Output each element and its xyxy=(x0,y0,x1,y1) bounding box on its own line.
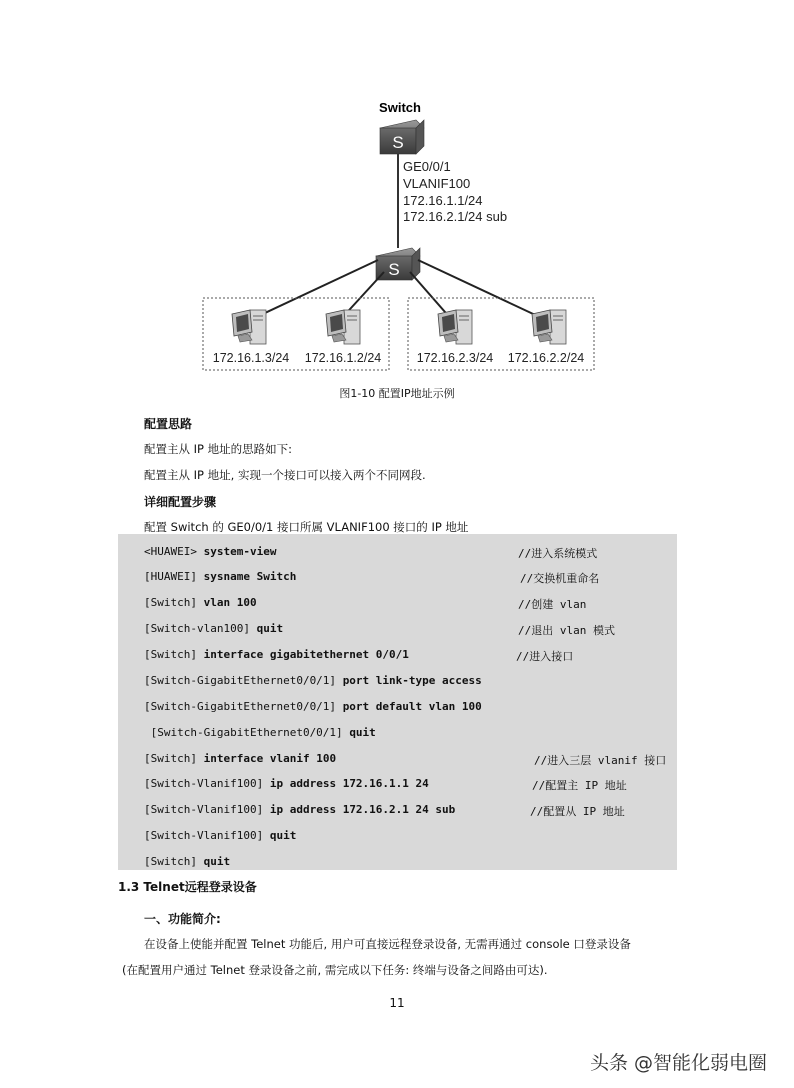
link-label-interface: GE0/0/1 xyxy=(403,159,451,174)
page-number: 11 xyxy=(389,996,405,1010)
code-line: [Switch-Vlanif100] quit xyxy=(144,829,297,842)
pc-3-icon xyxy=(438,310,472,344)
code-line: [Switch-Vlanif100] ip address 172.16.1.1 24 xyxy=(144,777,429,790)
code-line: [Switch-vlan100] quit xyxy=(144,622,284,635)
code-line: [Switch-GigabitEthernet0/0/1] quit xyxy=(144,726,376,739)
link-label-vlanif: VLANIF100 xyxy=(403,176,471,191)
code-line: [Switch-Vlanif100] ip address 172.16.2.1 24 sub xyxy=(144,803,456,816)
pc-1-ip: 172.16.1.3/24 xyxy=(212,351,290,365)
section-subtitle: 一、功能简介: xyxy=(144,912,221,926)
section-body-line-1: 在设备上使能并配置 Telnet 功能后, 用户可直接远程登录设备, 无需再通过 console 口登录设备 xyxy=(144,937,631,951)
pc-2-ip: 172.16.1.2/24 xyxy=(304,351,382,365)
link-label-primary-ip: 172.16.1.1/24 xyxy=(403,193,483,208)
code-line: [Switch] quit xyxy=(144,855,231,868)
code-comment: //配置主 IP 地址 xyxy=(532,779,627,792)
code-line: [Switch-GigabitEthernet0/0/1] port link-type access xyxy=(144,674,482,687)
code-line: <HUAWEI> system-view xyxy=(144,545,277,558)
code-comment: //进入系统模式 xyxy=(518,547,598,560)
section-title: 1.3 Telnet远程登录设备 xyxy=(118,880,257,894)
network-diagram xyxy=(0,0,794,380)
config-idea-line-2: 配置主从 IP 地址, 实现一个接口可以接入两个不同网段. xyxy=(144,468,426,482)
code-line: [Switch] vlan 100 xyxy=(144,596,257,609)
code-comment: //创建 vlan xyxy=(518,598,587,611)
code-line: [Switch] interface gigabitethernet 0/0/1 xyxy=(144,648,409,661)
code-comment: //配置从 IP 地址 xyxy=(530,805,625,818)
watermark: 头条 @智能化弱电圈 xyxy=(590,1052,768,1074)
switch-glyph: S xyxy=(392,133,404,152)
code-line: [Switch] interface vlanif 100 xyxy=(144,752,337,765)
pc-4-ip: 172.16.2.2/24 xyxy=(507,351,585,365)
figure-caption: 图1-10 配置IP地址示例 xyxy=(339,387,455,400)
svg-text:S: S xyxy=(388,260,400,279)
pc-4-icon xyxy=(532,310,566,344)
pc-2-icon xyxy=(326,310,360,344)
detailed-steps-heading: 详细配置步骤 xyxy=(144,495,217,509)
link-label-sub-ip: 172.16.2.1/24 sub xyxy=(403,209,508,224)
top-switch-label: Switch xyxy=(379,100,421,115)
code-line: [HUAWEI] sysname Switch xyxy=(144,570,297,583)
config-idea-line-1: 配置主从 IP 地址的思路如下: xyxy=(144,442,293,456)
detailed-steps-intro: 配置 Switch 的 GE0/0/1 接口所属 VLANIF100 接口的 IP 地址 xyxy=(144,520,469,534)
pc-3-ip: 172.16.2.3/24 xyxy=(416,351,494,365)
code-comment: //进入三层 vlanif 接口 xyxy=(534,754,667,767)
code-comment: //进入接口 xyxy=(516,650,574,663)
pc-1-icon xyxy=(232,310,266,344)
code-line: [Switch-GigabitEthernet0/0/1] port default vlan 100 xyxy=(144,700,482,713)
code-comment: //交换机重命名 xyxy=(520,572,600,585)
config-idea-heading: 配置思路 xyxy=(144,417,193,431)
top-switch-icon xyxy=(380,120,424,154)
code-comment: //退出 vlan 模式 xyxy=(518,624,615,637)
section-body-line-2: (在配置用户通过 Telnet 登录设备之前, 需完成以下任务: 终端与设备之间路由可达). xyxy=(122,963,548,977)
